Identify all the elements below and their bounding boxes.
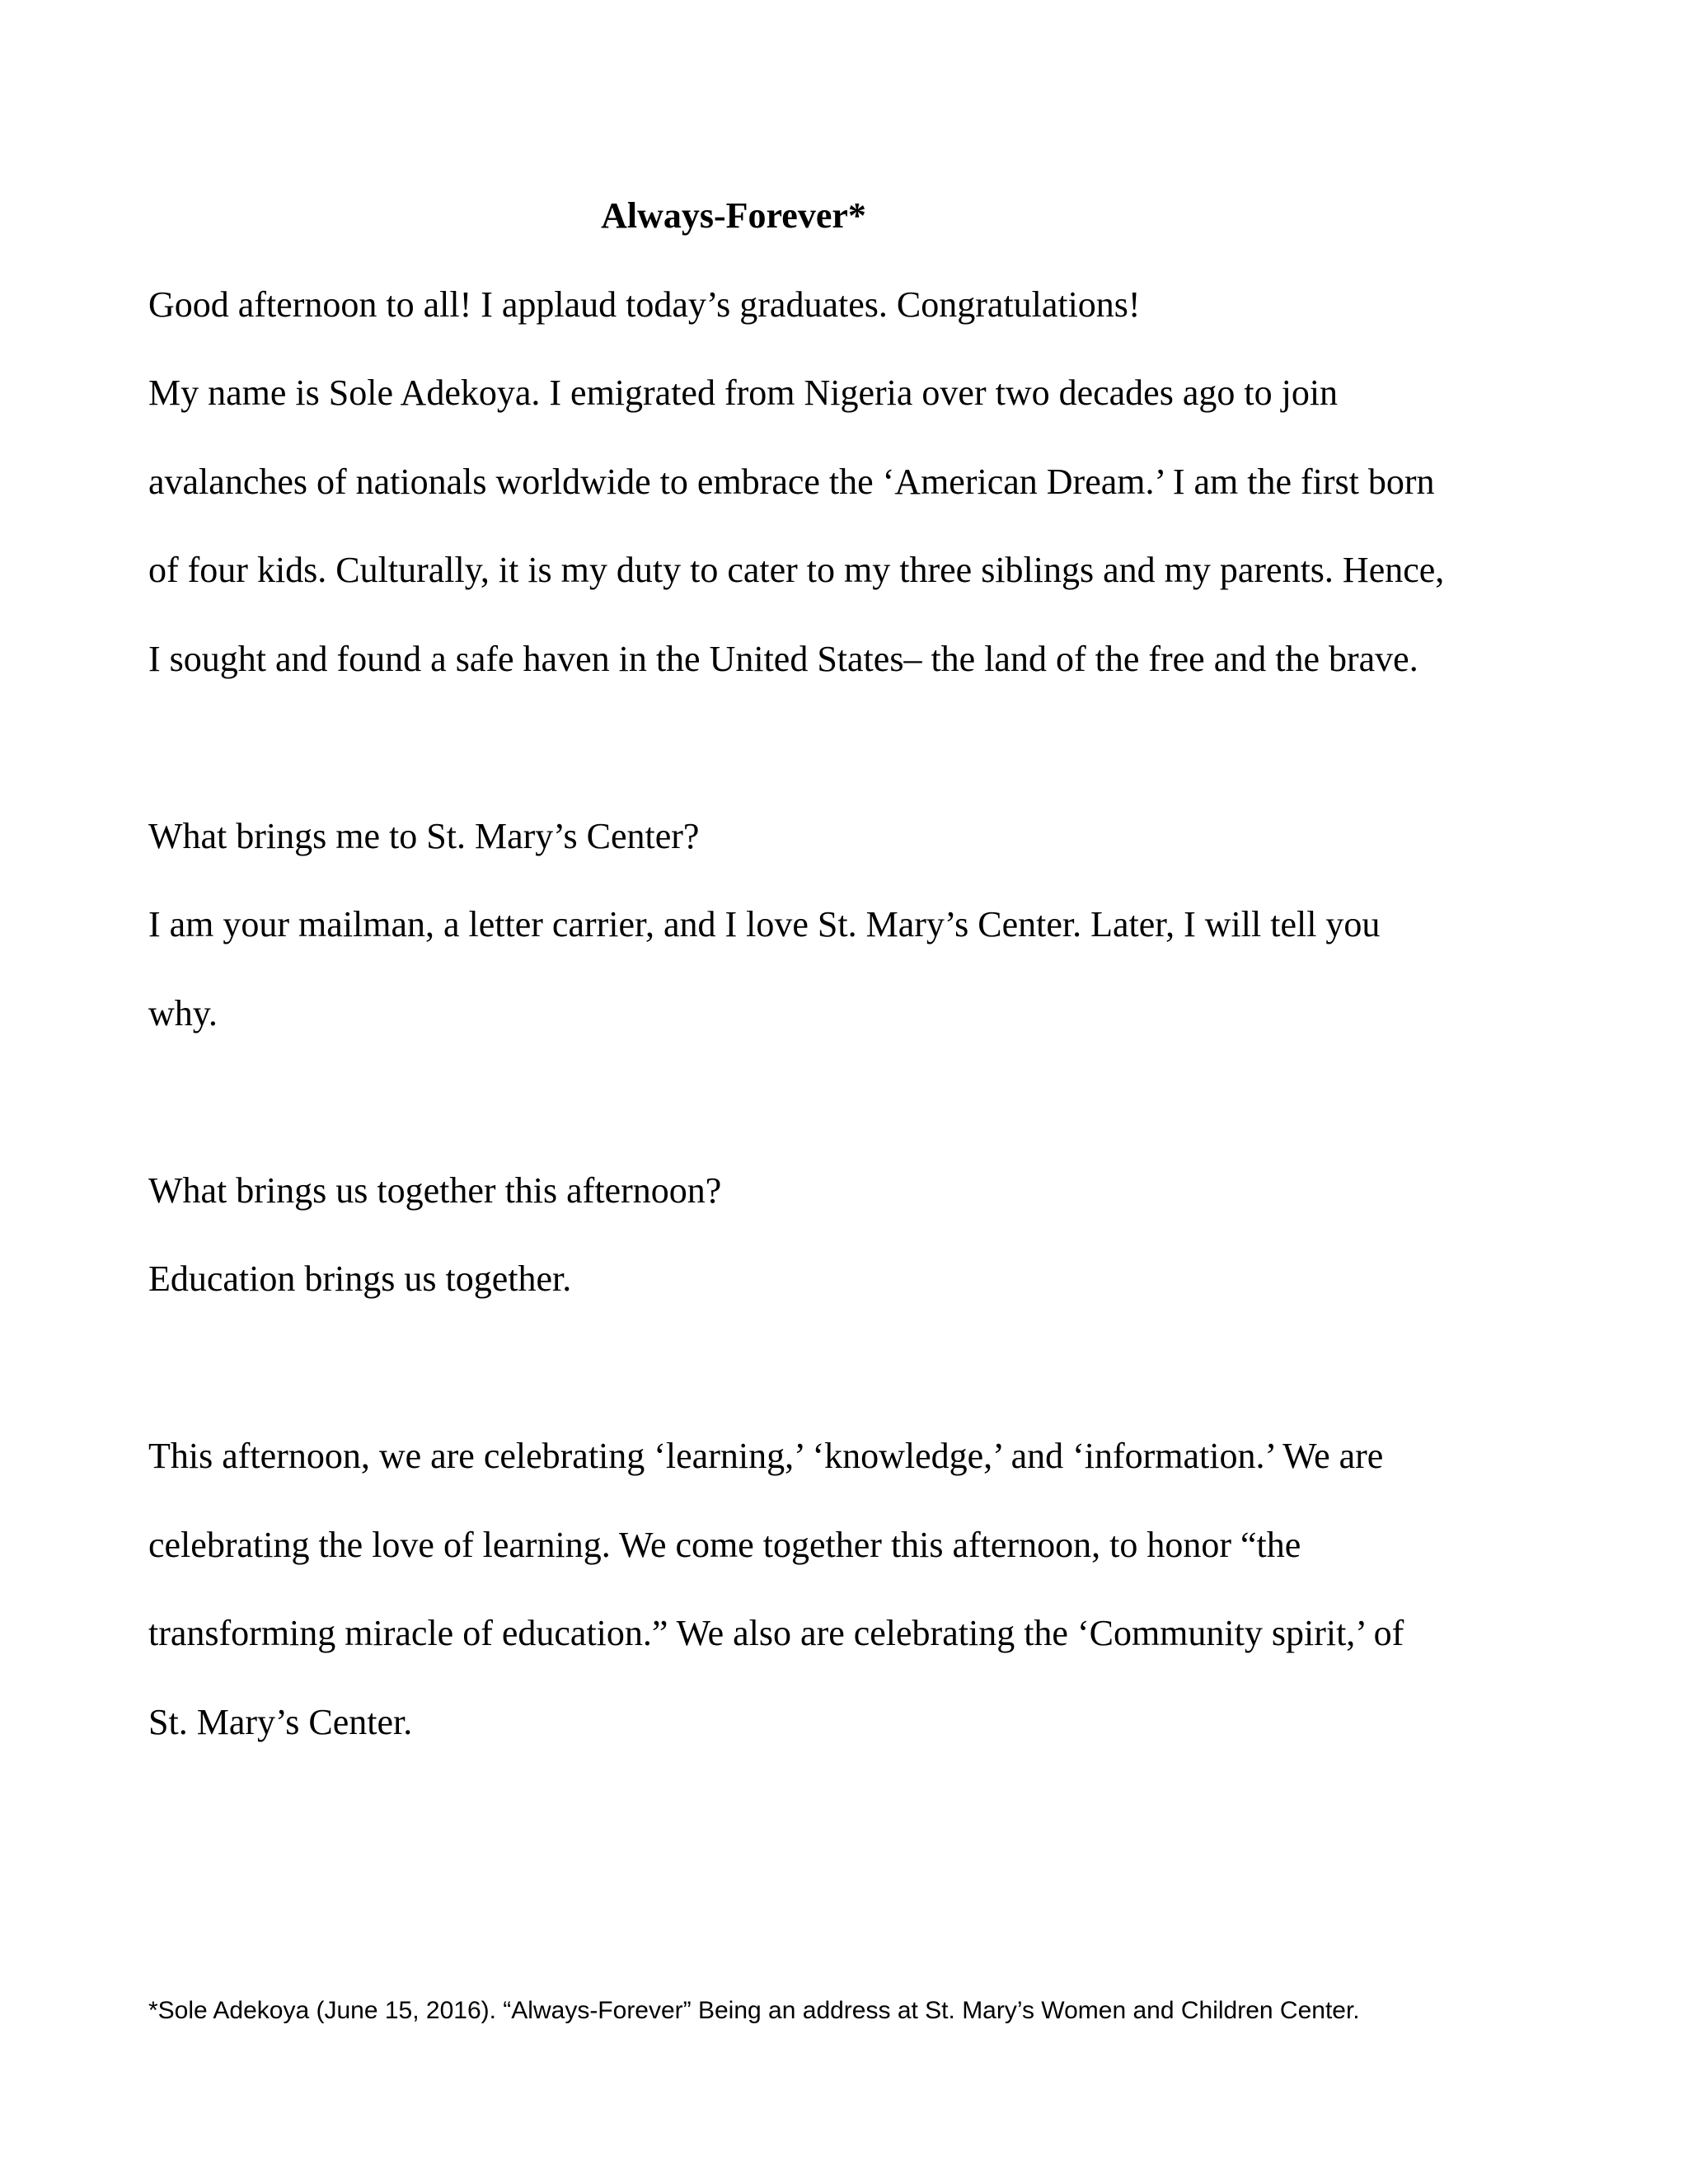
paragraph-2-line-2: I am your mailman, a letter carrier, and I love St. Mary’s Center. Later, I will tell you xyxy=(148,904,1381,944)
paragraph-3-line-2: Education brings us together. xyxy=(148,1258,572,1299)
paragraph-4-line-3: transforming miracle of education.” We also are celebrating the ‘Community spirit,’ of xyxy=(148,1613,1404,1653)
paragraph-3-line-1: What brings us together this afternoon? xyxy=(148,1170,722,1211)
paragraph-1-line-2: My name is Sole Adekoya. I emigrated from Nigeria over two decades ago to join xyxy=(148,373,1339,413)
paragraph-4-line-2: celebrating the love of learning. We come together this afternoon, to honor “the xyxy=(148,1525,1301,1565)
footnote: *Sole Adekoya (June 15, 2016). “Always-Forever” Being an address at St. Mary’s Women and Children Center. xyxy=(148,1997,1360,2024)
paragraph-1-line-5: I sought and found a safe haven in the United States– the land of the free and the brave. xyxy=(148,639,1418,679)
paragraph-2-line-3: why. xyxy=(148,993,218,1033)
paragraph-2-line-1: What brings me to St. Mary’s Center? xyxy=(148,816,700,856)
paragraph-1-line-4: of four kids. Culturally, it is my duty to cater to my three siblings and my parents. Hence, xyxy=(148,550,1445,590)
document-title: Always-Forever* xyxy=(601,195,866,236)
paragraph-1-line-1: Good afternoon to all! I applaud today’s graduates. Congratulations! xyxy=(148,284,1141,325)
paragraph-4-line-4: St. Mary’s Center. xyxy=(148,1702,413,1742)
paragraph-4-line-1: This afternoon, we are celebrating ‘learning,’ ‘knowledge,’ and ‘information.’ We are xyxy=(148,1436,1384,1476)
paragraph-1-line-3: avalanches of nationals worldwide to embrace the ‘American Dream.’ I am the first born xyxy=(148,462,1435,502)
